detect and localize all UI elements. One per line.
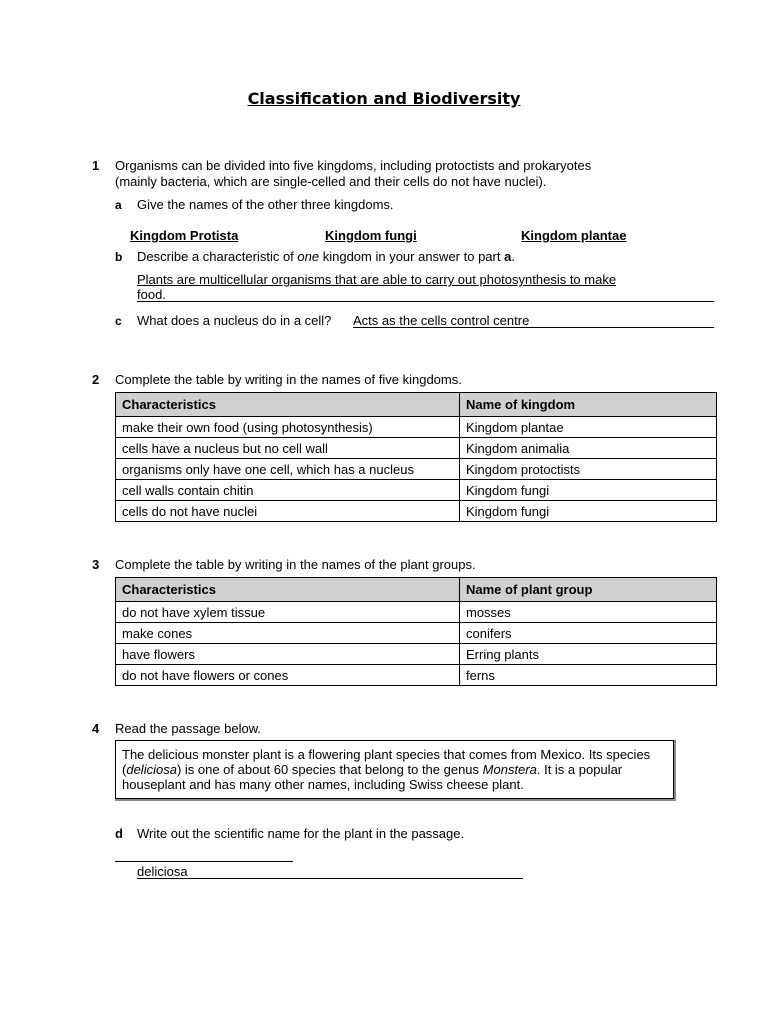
part-c-question: What does a nucleus do in a cell? (137, 313, 332, 328)
part-c-answer[interactable]: Acts as the cells control centre (353, 313, 530, 328)
kingdom-answer-cell[interactable]: Kingdom animalia (460, 438, 717, 459)
question-1-text-line1: Organisms can be divided into five kingdoms, including protoctists and prokaryotes (115, 158, 592, 173)
question-1-number: 1 (92, 158, 100, 173)
question-1-text-line2: (mainly bacteria, which are single-celled and their cells do not have nuclei). (115, 174, 547, 189)
page-title: Classification and Biodiversity (247, 89, 521, 108)
kingdom-answer-cell[interactable]: Kingdom plantae (460, 417, 717, 438)
part-d-answer-rule-top (115, 861, 293, 862)
question-3-number: 3 (92, 557, 100, 572)
kingdom-answer-3[interactable]: Kingdom plantae (521, 228, 627, 243)
characteristic-cell: cell walls contain chitin (116, 480, 460, 501)
table-row (116, 480, 717, 501)
part-b-label: b (115, 250, 123, 264)
table-header-characteristics: Characteristics (116, 393, 460, 417)
characteristic-cell: do not have xylem tissue (116, 602, 460, 623)
question-4-text: Read the passage below. (115, 721, 261, 736)
characteristic-cell: cells do not have nuclei (116, 501, 460, 522)
characteristic-cell: cells have a nucleus but no cell wall (116, 438, 460, 459)
kingdom-answer-cell[interactable]: Kingdom fungi (460, 480, 717, 501)
part-d-label: d (115, 826, 123, 841)
question-4-number: 4 (92, 721, 100, 736)
plant-group-answer-cell[interactable]: ferns (460, 665, 717, 686)
table-row (116, 623, 717, 644)
characteristic-cell: make their own food (using photosynthesis) (116, 417, 460, 438)
plant-group-answer-cell[interactable]: conifers (460, 623, 717, 644)
table-row (116, 602, 717, 623)
table-row (116, 459, 717, 480)
part-c-label: c (115, 314, 122, 328)
question-2-text: Complete the table by writing in the names of five kingdoms. (115, 372, 462, 387)
table-header-kingdom: Name of kingdom (460, 393, 717, 417)
part-b-question: Describe a characteristic of one kingdom in your answer to part a. (137, 249, 515, 264)
part-d-answer-rule (137, 878, 523, 879)
characteristic-cell: organisms only have one cell, which has a nucleus (116, 459, 460, 480)
question-2-number: 2 (92, 372, 100, 387)
kingdom-table (115, 392, 717, 522)
table-row (116, 665, 717, 686)
characteristic-cell: do not have flowers or cones (116, 665, 460, 686)
plant-group-answer-cell[interactable]: mosses (460, 602, 717, 623)
plant-group-table (115, 577, 717, 686)
kingdom-answer-cell[interactable]: Kingdom protoctists (460, 459, 717, 480)
part-d-question: Write out the scientific name for the plant in the passage. (137, 826, 465, 841)
part-a-question: Give the names of the other three kingdoms. (137, 197, 394, 212)
part-a-label: a (115, 198, 122, 212)
plant-group-answer-cell[interactable]: Erring plants (460, 644, 717, 665)
table-row (116, 644, 717, 665)
characteristic-cell: have flowers (116, 644, 460, 665)
question-3-text: Complete the table by writing in the names of the plant groups. (115, 557, 476, 572)
part-c-answer-rule (353, 327, 714, 328)
part-d-answer[interactable]: deliciosa (137, 864, 188, 879)
part-b-answer-line1[interactable]: Plants are multicellular organisms that are able to carry out photosynthesis to make (137, 272, 617, 287)
part-b-answer-rule (137, 301, 714, 302)
characteristic-cell: make cones (116, 623, 460, 644)
table-row (116, 417, 717, 438)
table-row (116, 438, 717, 459)
kingdom-answer-1[interactable]: Kingdom Protista (130, 228, 239, 243)
kingdom-answer-cell[interactable]: Kingdom fungi (460, 501, 717, 522)
table-header-characteristics: Characteristics (116, 578, 460, 602)
table-row (116, 501, 717, 522)
kingdom-answer-2[interactable]: Kingdom fungi (325, 228, 417, 243)
table-header-plant-group: Name of plant group (460, 578, 717, 602)
passage-box: The delicious monster plant is a flowering plant species that comes from Mexico. Its species (deliciosa) is one of about 60 species that belong to the genus Monstera. It is a popular houseplant and has many other names, including Swiss cheese plant. (115, 740, 674, 799)
part-b-answer-line2[interactable]: food. (137, 287, 166, 302)
